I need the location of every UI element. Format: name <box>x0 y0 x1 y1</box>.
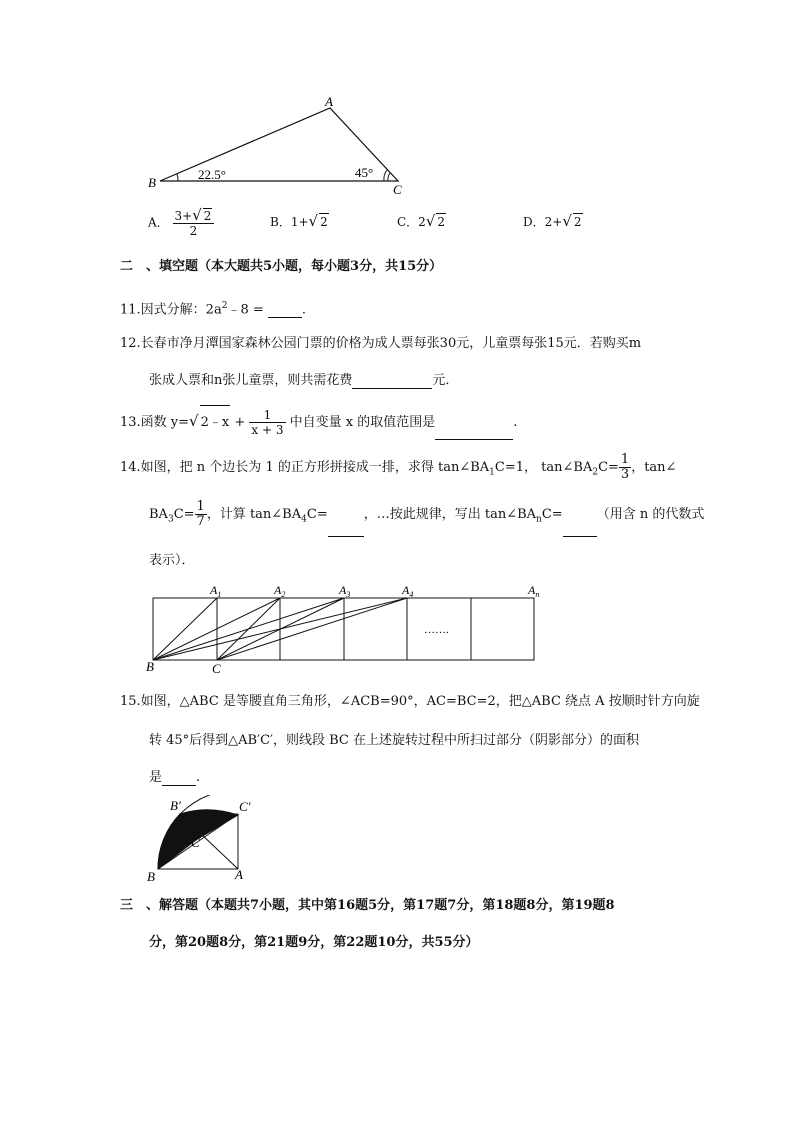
sqrt-sign: √ <box>308 212 319 230</box>
q12-answer-blank <box>352 374 432 389</box>
sqrt-sign: √ <box>192 206 202 224</box>
question-11 <box>120 298 306 318</box>
vertex-c-label: C <box>393 182 402 197</box>
q11-answer-blank <box>268 303 302 318</box>
section-3-heading-line1: 三 、解答题（本题共7小题，其中第16题5分，第17题7分，第18题8分，第19题8 <box>120 898 615 913</box>
squares-figure <box>140 580 550 680</box>
question-14-line2 <box>149 498 704 537</box>
question-12-line2 <box>149 373 458 389</box>
label-a2: $A_2$ <box>274 583 286 599</box>
q11-end: . <box>301 302 307 318</box>
question-15-line2: 转 45°后得到△AB′C′，则线段 BC 在上述旋转过程中所扫过部分（阴影部分）的面积 <box>149 733 639 748</box>
vertex-a-label: A <box>325 94 333 109</box>
q13-post: 中自变量 x 的取值范围是 <box>289 415 436 430</box>
q12-line2-text: 张成人票和n张儿童票，则共需花费 <box>149 373 353 388</box>
q11-rest: ﹣8 = <box>227 302 264 318</box>
q13-end: . <box>513 415 518 430</box>
question-14-line1 <box>120 451 676 490</box>
vertex-b-label: B <box>148 175 156 190</box>
ellipsis-label: ……. <box>424 624 449 636</box>
segment-b-a1 <box>153 598 217 660</box>
option-c <box>397 213 446 230</box>
angle-c-arc <box>388 173 390 181</box>
label-b: B <box>147 869 155 884</box>
q11-sup: 2 <box>221 301 228 311</box>
option-a-den: 2 <box>189 224 198 238</box>
q13-num: 1 <box>249 408 285 423</box>
q14-sub-2: 2 <box>592 467 599 478</box>
section-3-heading-line2: 分，第20题8分，第21题9分，第22题10分，共55分） <box>149 935 479 950</box>
option-c-rad: 2 <box>437 215 446 229</box>
q14-l1-b: C= <box>598 460 619 475</box>
section-2-heading: 二 、填空题（本大题共5小题，每小题3分，共15分） <box>120 259 443 274</box>
label-a4: $A_4$ <box>402 583 414 599</box>
question-15-line1: 15.如图，△ABC 是等腰直角三角形，∠ACB=90°，AC=BC=2，把△ABC 绕点 A 按顺时针方向旋 <box>120 694 700 709</box>
q15-line3-end: . <box>196 770 201 785</box>
option-b-rad: 2 <box>320 215 328 229</box>
q13-answer-blank <box>435 425 513 440</box>
label-an: $A_n$ <box>528 583 540 599</box>
triangle-figure <box>140 90 420 200</box>
q14-l1-den: 3 <box>620 467 630 482</box>
option-a-rad: 2 <box>203 209 212 223</box>
label-a3: $A_3$ <box>339 583 351 599</box>
question-12-line1: 12.长春市净月潭国家森林公园门票的价格为成人票每张30元，儿童票每张15元．若购买m <box>120 336 642 351</box>
label-c: C <box>212 661 221 676</box>
angle-b-arc <box>177 174 178 181</box>
label-a1: $A_1$ <box>210 583 222 599</box>
q14-l1-c: ，tan∠ <box>631 460 677 475</box>
angle-c-arc-2 <box>384 170 387 181</box>
label-b: B <box>146 659 154 674</box>
q13-plus: + <box>234 415 246 430</box>
angle-b-label: 22.5° <box>198 167 226 182</box>
label-a: A <box>235 867 243 882</box>
segment-c-a4 <box>217 598 407 660</box>
rotation-figure <box>142 795 272 885</box>
q13-pre: 13.函数 y= <box>120 415 190 430</box>
label-bprime: B′ <box>170 798 181 813</box>
q14-l1-num: 1 <box>620 452 630 467</box>
option-a <box>148 208 214 238</box>
option-b <box>270 213 329 230</box>
question-15-line3 <box>149 770 200 786</box>
label-cprime: C′ <box>239 799 251 814</box>
q11-text: 11.因式分解：2a <box>120 302 222 318</box>
q14-l2-d: C= <box>306 507 328 522</box>
q14-l2-den: 7 <box>196 514 205 529</box>
q14-l2-f: C= <box>541 507 563 522</box>
q15-answer-blank <box>162 771 196 786</box>
angle-c-label: 45° <box>355 165 374 180</box>
q12-line2-end: 元． <box>432 373 459 388</box>
option-a-fraction <box>173 208 215 238</box>
q14-answer-blank-2 <box>563 522 597 537</box>
option-d <box>523 213 583 230</box>
q14-l2-num: 1 <box>196 499 205 514</box>
option-d-rad: 2 <box>573 215 582 229</box>
q14-l2-a: BA <box>149 507 168 522</box>
q14-l2-e: ，…按此规律，写出 tan∠BA <box>363 507 537 522</box>
q14-sub-4: 4 <box>301 514 307 525</box>
q13-fraction <box>249 408 285 437</box>
label-c: C <box>191 835 200 850</box>
option-a-letter: A． <box>148 215 169 230</box>
sqrt-sign: √ <box>425 212 436 230</box>
sqrt-sign: √ <box>189 412 199 430</box>
q15-line3-text: 是 <box>149 770 163 785</box>
q14-l2-g: （用含 n 的代数式 <box>596 507 705 522</box>
q13-rad: 2﹣x <box>200 405 231 440</box>
q14-sub-n: n <box>536 514 542 525</box>
q14-l1-a: C=1， tan∠BA <box>494 460 593 475</box>
q14-fraction-1-7 <box>195 500 207 529</box>
segment-c-a2 <box>217 598 280 660</box>
q14-l2-b: C= <box>173 507 195 522</box>
sqrt-sign: √ <box>562 212 572 230</box>
q14-answer-blank-1 <box>328 522 364 537</box>
q14-sub-3: 3 <box>167 514 174 525</box>
q14-sub-1: 1 <box>489 467 495 478</box>
option-c-letter: C．2 <box>397 215 426 229</box>
question-14-line3: 表示）． <box>149 553 195 568</box>
question-13 <box>120 404 517 440</box>
q13-den: x + 3 <box>251 423 284 437</box>
option-b-letter: B．1+ <box>270 215 309 229</box>
option-a-num: 3+ <box>174 209 193 223</box>
option-d-letter: D．2+ <box>523 215 563 229</box>
q14-l2-c: ，计算 tan∠BA <box>206 507 302 522</box>
q14-fraction-1-3 <box>619 453 631 482</box>
q14-line1-text: 14.如图，把 n 个边长为 1 的正方形拼接成一排，求得 tan∠BA <box>120 460 490 475</box>
